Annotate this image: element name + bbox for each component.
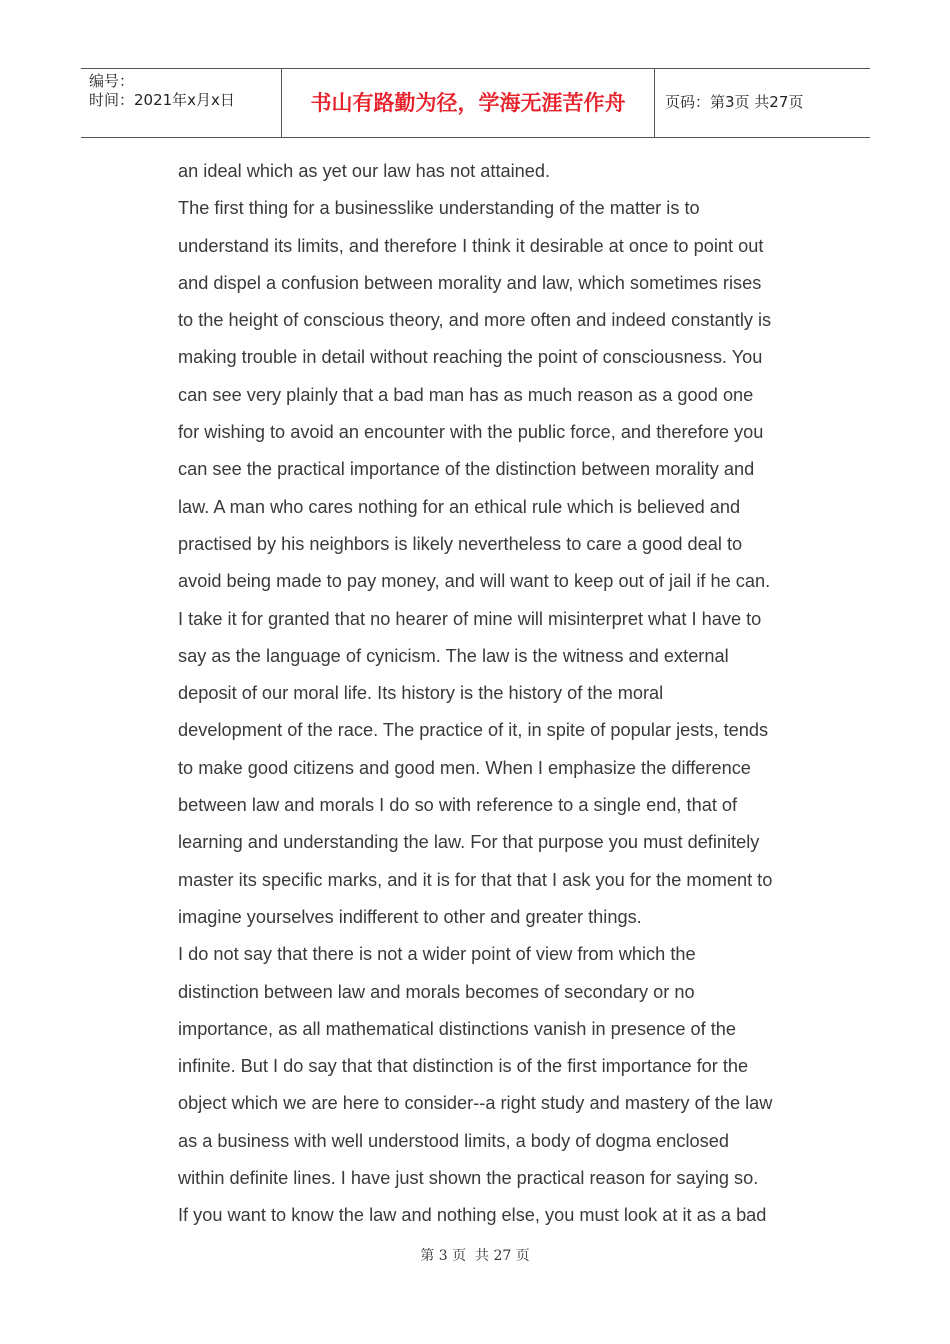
page-footer: 第 3 页 共 27 页 bbox=[420, 1248, 530, 1264]
header-meta-cell bbox=[81, 69, 281, 137]
text-line: law. A man who cares nothing for an ethical rule which is believed and bbox=[178, 496, 741, 517]
text-line: understand its limits, and therefore I think it desirable at once to point out bbox=[178, 235, 764, 256]
text-line: master its specific marks, and it is for that that I ask you for the moment to bbox=[178, 869, 773, 890]
text-line: and dispel a confusion between morality and law, which sometimes rises bbox=[178, 272, 762, 293]
date-label: 时间：2021年x月x日 bbox=[89, 91, 235, 109]
text-line: object which we are here to consider--a right study and mastery of the law bbox=[178, 1093, 773, 1114]
text-line: avoid being made to pay money, and will want to keep out of jail if he can. bbox=[178, 571, 771, 592]
text-line: an ideal which as yet our law has not attained. bbox=[178, 161, 551, 181]
header-page-cell bbox=[655, 69, 870, 137]
text-line: development of the race. The practice of it, in spite of popular jests, tends bbox=[178, 720, 769, 741]
text-line: infinite. But I do say that that distinction is of the first importance for the bbox=[178, 1056, 749, 1077]
text-line: deposit of our moral life. Its history is the history of the moral bbox=[178, 683, 664, 704]
text-line: can see very plainly that a bad man has as much reason as a good one bbox=[178, 384, 754, 405]
text-line: imagine yourselves indifferent to other and greater things. bbox=[178, 906, 642, 927]
text-line: practised by his neighbors is likely nevertheless to care a good deal to bbox=[178, 533, 743, 554]
text-line: within definite lines. I have just shown the practical reason for saying so. bbox=[178, 1168, 759, 1189]
text-line: The first thing for a businesslike understanding of the matter is to bbox=[178, 198, 700, 219]
text-line: between law and morals I do so with reference to a single end, that of bbox=[178, 795, 738, 816]
text-line: to make good citizens and good men. When I emphasize the difference bbox=[178, 757, 751, 778]
header-motto: 书山有路勤为径，学海无涯苦作舟 bbox=[310, 90, 626, 115]
text-line: can see the practical importance of the distinction between morality and bbox=[178, 459, 755, 480]
document-body bbox=[178, 153, 818, 1235]
text-line: distinction between law and morals becomes of secondary or no bbox=[178, 981, 695, 1002]
text-line: as a business with well understood limits, a body of dogma enclosed bbox=[178, 1130, 729, 1151]
text-line: If you want to know the law and nothing else, you must look at it as a bad bbox=[178, 1205, 767, 1226]
serial-number-label: 编号： bbox=[89, 72, 135, 90]
text-line: to the height of conscious theory, and more often and indeed constantly is bbox=[178, 310, 772, 331]
text-line: learning and understanding the law. For that purpose you must definitely bbox=[178, 832, 760, 853]
text-line: making trouble in detail without reaching the point of consciousness. You bbox=[178, 347, 763, 368]
header-page-info: 页码：第3页 共27页 bbox=[665, 93, 804, 111]
text-line: importance, as all mathematical distinctions vanish in presence of the bbox=[178, 1018, 737, 1039]
header-motto-cell bbox=[281, 69, 655, 137]
text-line: say as the language of cynicism. The law is the witness and external bbox=[178, 645, 729, 666]
text-line: I take it for granted that no hearer of mine will misinterpret what I have to bbox=[178, 608, 762, 629]
text-line: for wishing to avoid an encounter with the public force, and therefore you bbox=[178, 422, 764, 443]
text-line: I do not say that there is not a wider point of view from which the bbox=[178, 944, 696, 965]
page-header bbox=[81, 68, 870, 138]
